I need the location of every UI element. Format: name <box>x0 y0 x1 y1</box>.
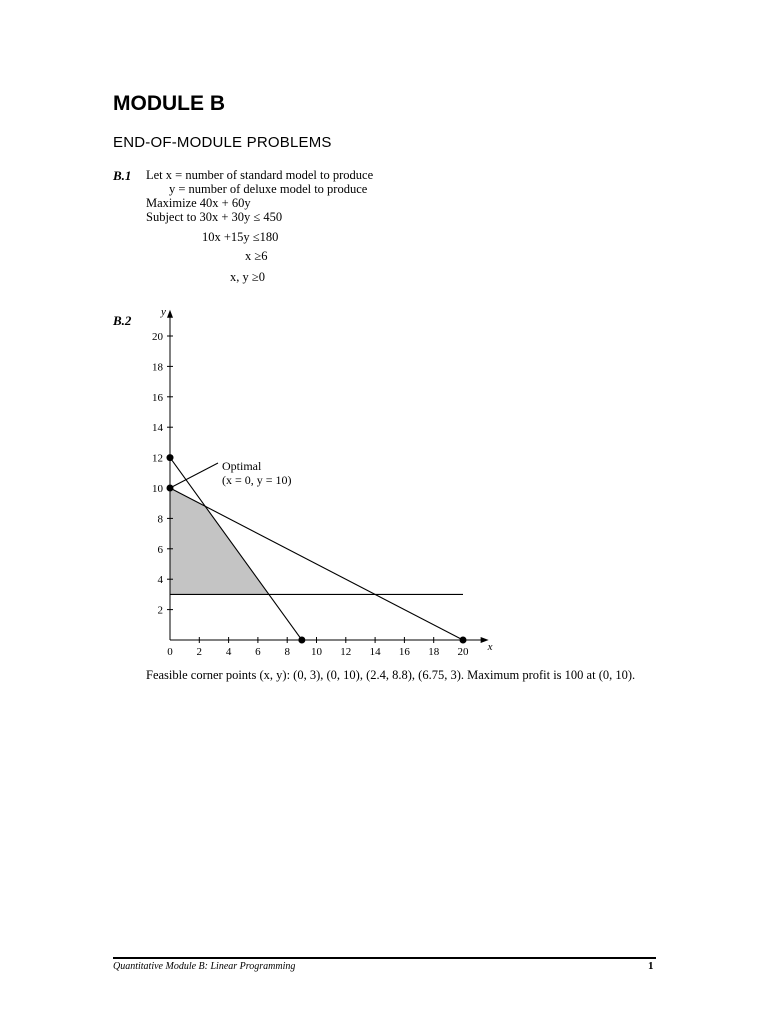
y-tick-label-8: 8 <box>157 513 163 526</box>
y-tick-label-2: 2 <box>157 604 163 617</box>
y-axis-arrow <box>167 310 173 318</box>
x-tick-label-0: 0 <box>167 646 173 658</box>
b1-line-6: x ≥6 <box>245 249 268 263</box>
page-number: 1 <box>648 960 654 972</box>
y-axis-label: y <box>161 305 166 318</box>
section-title: END-OF-MODULE PROBLEMS <box>113 134 332 151</box>
y-tick-label-18: 18 <box>152 361 163 374</box>
b1-line-4: Subject to 30x + 30y ≤ 450 <box>146 210 283 224</box>
optimal-label: Optimal <box>222 459 262 473</box>
intercept-point-3 <box>298 637 305 644</box>
b1-line-3: Maximize 40x + 60y <box>146 196 251 210</box>
x-tick-label-2: 2 <box>196 646 203 658</box>
feasible-region <box>170 488 269 594</box>
optimal-coordinates-label: (x = 0, y = 10) <box>222 473 292 487</box>
b1-line-5: 10x +15y ≤180 <box>202 230 279 244</box>
problem-b2-id: B.2 <box>113 313 132 328</box>
y-tick-label-12: 12 <box>152 452 163 465</box>
x-tick-label-12: 12 <box>340 646 352 658</box>
x-tick-label-6: 6 <box>255 646 261 658</box>
footer-title: Quantitative Module B: Linear Programming <box>113 961 296 972</box>
x-tick-label-4: 4 <box>225 646 232 658</box>
y-tick-label-6: 6 <box>157 543 163 556</box>
b1-line-1: Let x = number of standard model to produce <box>146 168 374 182</box>
y-tick-label-4: 4 <box>157 574 163 587</box>
x-axis-label: x <box>487 641 493 653</box>
x-tick-label-14: 14 <box>369 646 381 658</box>
x-tick-label-10: 10 <box>311 646 322 658</box>
x-tick-label-16: 16 <box>398 646 410 658</box>
intercept-point-1 <box>167 454 174 461</box>
b2-caption: Feasible corner points (x, y): (0, 3), (0, 10), (2.4, 8.8), (6.75, 3). Maximum profit is 100 at (0, 10). <box>146 668 636 682</box>
footer-rule <box>113 957 656 959</box>
y-tick-label-10: 10 <box>152 483 163 495</box>
problem-b1-id: B.1 <box>113 168 132 183</box>
x-tick-label-18: 18 <box>428 646 440 658</box>
x-tick-label-20: 20 <box>457 646 469 658</box>
intercept-point-4 <box>460 637 467 644</box>
y-tick-label-14: 14 <box>152 422 163 435</box>
x-tick-label-8: 8 <box>284 646 290 658</box>
y-tick-label-16: 16 <box>152 391 163 404</box>
module-title: MODULE B <box>113 92 225 115</box>
b1-line-2: y = number of deluxe model to produce <box>169 182 368 196</box>
b1-line-7: x, y ≥0 <box>230 270 265 284</box>
y-tick-label-20: 20 <box>152 331 163 343</box>
